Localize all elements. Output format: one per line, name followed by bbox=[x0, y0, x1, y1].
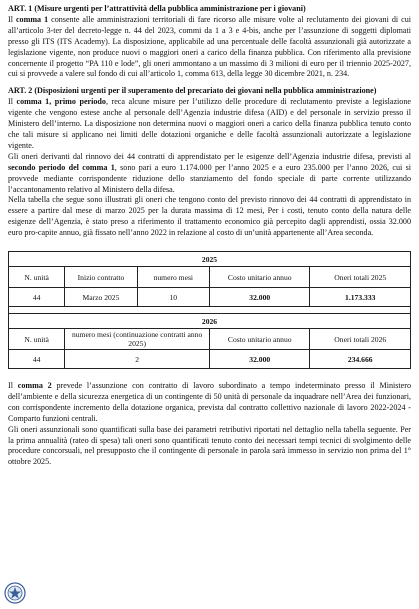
art2-heading: ART. 2 (Disposizioni urgenti per il superamento del precariato dei giovani nella pubblica amministrazione) bbox=[8, 86, 377, 96]
col-months: numero mesi bbox=[137, 267, 209, 288]
comma2-paragraph: Il comma 2 prevede l’assunzione con contratto di lavoro subordinato a tempo indeterminato presso il Ministero dell’ambiente e della sicurezza energetica di un contingente di 50 unità di personale da inquadrare nell’Area dei funzionari, con corrispondente incremento della dotazione organica, prevista dal contratto collettivo nazionale di lavoro 2022-2024 - Comparto funzioni centrali. bbox=[8, 381, 411, 423]
table-row: 44 2 32.000 234.666 bbox=[9, 350, 411, 369]
col-units-2026: N. unità bbox=[9, 329, 65, 350]
year-2026-header: 2026 bbox=[9, 314, 411, 329]
col-unit-cost: Costo unitario annuo bbox=[209, 267, 310, 288]
col-total-2025: Oneri totali 2025 bbox=[310, 267, 411, 288]
col-months-2026: numero mesi (continuazione contratti anno 2025) bbox=[65, 329, 210, 350]
col-total-2026: Oneri totali 2026 bbox=[310, 329, 411, 350]
art2-paragraph-2: Gli oneri derivanti dal rinnovo dei 44 contratti di apprendistato per le esigenze dell’Agenzia industrie difesa, previsti al secondo periodo del comma 1, sono pari a euro 1.174.000 per l’anno 2025 e a euro 235.000 per l’anno 2026, cui si provvede mediante corrispondente riduzione dello stanziamento del fondo speciale di parte corrente utilizzando l’accantonamento relativo al Ministero della difesa. bbox=[8, 151, 411, 194]
col-units: N. unità bbox=[9, 267, 65, 288]
oneri-paragraph: Gli oneri assunzionali sono quantificati sulla base dei parametri retributivi riportati nel dettaglio nella tabella seguente. Per la prima annualità (rateo di spesa) tali oneri sono quantificati tenuto conto dei necessari tempi tecnici di svolgimento delle procedure concorsuali, nel presupposto che il contingente di personale in parola sarà immesso in servizio non prima del 1° ottobre 2025. bbox=[8, 424, 411, 467]
document-page bbox=[8, 4, 411, 468]
art1-paragraph: Il comma 1 consente alle amministrazioni territoriali di fare ricorso alle misure volte al reclutamento dei giovani di cui all’articolo 3-ter del decreto-legge n. 44 del 2023, commi da 1 a 3 e 4-bis, anche per l’assunzione di soggetti diplomati presso gli ITS (ITS Academy). La disposizione, applicabile ad una percentuale delle facoltà assunzionali già autorizzate a legislazione vigente, non produce nuovi o maggiori oneri a carico della finanza pubblica. Con riferimento alla previsione concernente il progetto “PA 110 e lode”, gli oneri ammontano a un massimo di 3 milioni di euro per il triennio 2025-2027, cui si provvede a valere sul fondo di cui all’articolo 1, comma 613, della legge 30 dicembre 2021, n. 234. bbox=[8, 14, 411, 79]
cost-table bbox=[8, 251, 411, 369]
table-row: 44 Marzo 2025 10 32.000 1.173.333 bbox=[9, 288, 411, 307]
col-unit-cost-2026: Costo unitario annuo bbox=[209, 329, 310, 350]
year-2025-header: 2025 bbox=[9, 252, 411, 267]
col-start: Inizio contratto bbox=[65, 267, 137, 288]
art2-paragraph-3: Nella tabella che segue sono illustrati gli oneri che tengono conto del previsto rinnovo dei 44 contratti di apprendistato in essere a partire dal mese di marzo 2025 per la durata massima di 12 mesi, Per i costi, tenuto conto della natura delle esigenze dell’Agenzia, è stato preso a riferimento il trattamento economico già percepito dagli apprendisti, ossia 32.000 euro pro-capite annuo, già fissato nell’anno 2022 in relazione al costo di un’unità appartenente all’Area seconda. bbox=[8, 195, 411, 238]
art1-heading: ART. 1 (Misure urgenti per l’attrattività della pubblica amministrazione per i giovani) bbox=[8, 4, 306, 13]
art2-paragraph-1: Il comma 1, primo periodo, reca alcune misure per l’utilizzo delle procedure di reclutamento previste a legislazione vigente che vengono estese anche al personale dell’Agenzia industrie difesa (AID) e del personale in servizio presso il Ministero dell’interno. La disposizione non determina nuovi o maggiori oneri a carico della finanza pubblica tenuto conto che tali misure si applicano nei limiti delle dotazioni organiche e delle facoltà assunzionali autorizzate a legislazione vigente. bbox=[8, 97, 411, 150]
republic-emblem-icon bbox=[4, 582, 26, 604]
